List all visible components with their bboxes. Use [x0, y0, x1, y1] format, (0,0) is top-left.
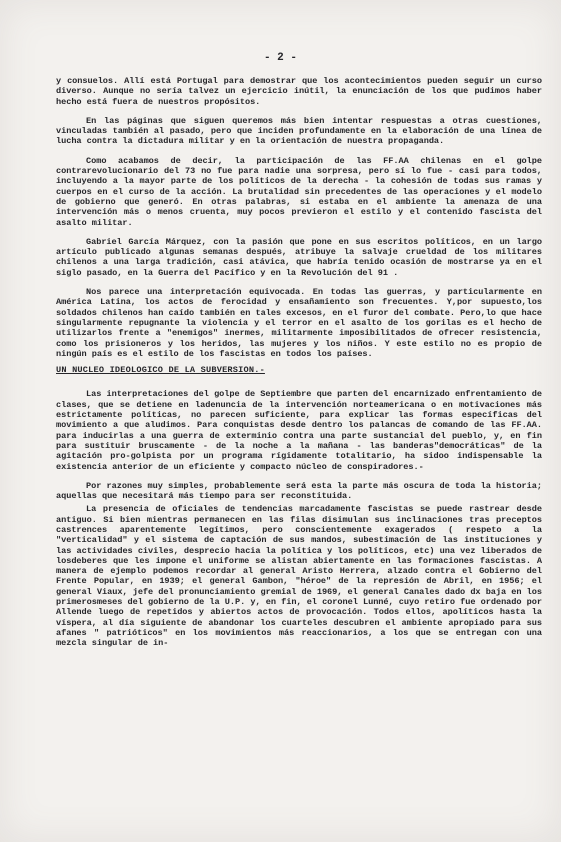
paragraph-interpretaciones-golpe: Las interpretaciones del golpe de Septiembre que parten del encarnizado enfrentamiento de clases, que se detiene en ladenuncia de la intervención norteamericana o en motivaciones más estrictamente políticas, no parecen suficiente, para explicar las formas específicas del movimiento a que aludimos. Para conquistas desde dentro los palancas de comando de las FF.AA. para inducirlas a una guerra de exterminio contra una parte sustancial del pueblo, y, en fin para sustituir bruscamente - de la noche a la mañana - las banderas"democráticas" de la agitación pro-golpista por un programa rígidamente totalitario, ha sidoo indispensable la existencia anterior de un eficiente y compacto núcleo de conspiradores.- — [56, 389, 542, 472]
paragraph-garcia-marquez: Gabriel García Márquez, con la pasión que pone en sus escritos políticos, en un largo artículo publicado algunas semanas después, atribuye la salvaje crueldad de los militares chilenos a una larga tradición, casi atávica, que habría tenido ocasión de mostrarse ya en el siglo pasado, en la Guerra del Pacífico y en la Revolución del 91 . — [56, 236, 542, 278]
paragraph-oficiales-fascistas: La presencia de oficiales de tendencias marcadamente fascistas se puede rastrear desde antiguo. Si bien mientras permanecen en las filas disimulan sus inclinaciones tras preceptos castrences aparentemente legítimos, pero conscientemente exagerados ( respeto a la "verticalidad" y el sistema de captación de sus mandos, subestimación de las instituciones y las actividades civiles, desprecio hacia la política y los políticos, etc) una vez liberados de losdeberes que les impone el uniforme se alistan abiertamente en las formaciones fascistas. A manera de ejemplo podemos recordar al general Aristo Herrera, alzado contra el Gobierno del Frente Popular, en 1939; el general Gambon, "héroe" de la represión de Abril, en 1956; el general Viaux, jefe del pronunciamiento gremial de 1969, el general Canales dado dx baja en los primerosmeses del gobierno de la U.P. y, en fin, el coronel Lunné, cuyo retiro fue ordenado por Allende luego de repetidos y abiertos actos de provocación. Todos ellos, apolíticos hasta la víspera, al día siguiente de abandonar los cuarteles descubren el ambiente apropiado para sus afanes " patrióticos" en los movimientos más reaccionarios, a los que se entregan con una mezcla singular de in- — [56, 504, 542, 649]
section-heading: UN NUCLEO IDEOLOGICO DE LA SUBVERSION.- — [56, 365, 265, 376]
paragraph-razones: Por razones muy simples, probablemente será esta la parte más oscura de toda la historia; aquellas que necesitará más tiempo para ser reconstituida. — [56, 480, 542, 502]
paragraph-participacion: Como acabamos de decir, la participación de las FF.AA chilenas en el golpe contrarevolucionario del 73 no fue para nadie una sorpresa, pero sí lo fue - casi para todos, incluyendo a la mayor parte de los políticos de la derecha - la cohesión de todas sus ramas y cuerpos en el curso de la acción. La brutalidad sin precedentes de las operaciones y el modelo de gobierno que generó. En otras palabras, si estaba en el ambiente la amenaza de una intervención más o menos cruenta, muy pocos previeron el estilo y el contenido fascista del asalto militar. — [56, 155, 542, 228]
paragraph-interpretacion: Nos parece una interpretación equivocada. En todas las guerras, y particularmente en América Latina, los actos de ferocidad y ensañamiento son frecuentes. Y,por supuesto,los soldados chilenos han caído también en tales excesos, en el furor del combate. Pero,lo que hace singularmente repugnante la violencia y el terror en el asalto de los gorilas es el hecho de utilizarlos frente a "enemigos" inermes, militarmente imposibilitados de ofrecer resistencia, como los prisioneros y los heridos, las mujeres y los niños. Y este estilo no es propio de ningún país es el estilo de los fascistas en todos los países. — [56, 287, 542, 359]
page-number: - 2 - — [263, 52, 297, 64]
paragraph-portugal: y consuelos. Allí está Portugal para demostrar que los acontecimientos pueden seguir un curso diverso. Aunque no sería talvez un ejercicio inútil, la enunciación de los que pudimos haber hecho está fuera de nuestros propósitos. — [56, 76, 542, 107]
paragraph-cuestiones: En las páginas que siguen queremos más bien intentar respuestas a otras cuestiones, vinculadas también al pasado, pero que inciden profundamente en la elaboración de una línea de lucha contra la dictadura militar y en la orientación de nuestra propaganda. — [56, 115, 542, 147]
document-body — [56, 76, 542, 658]
